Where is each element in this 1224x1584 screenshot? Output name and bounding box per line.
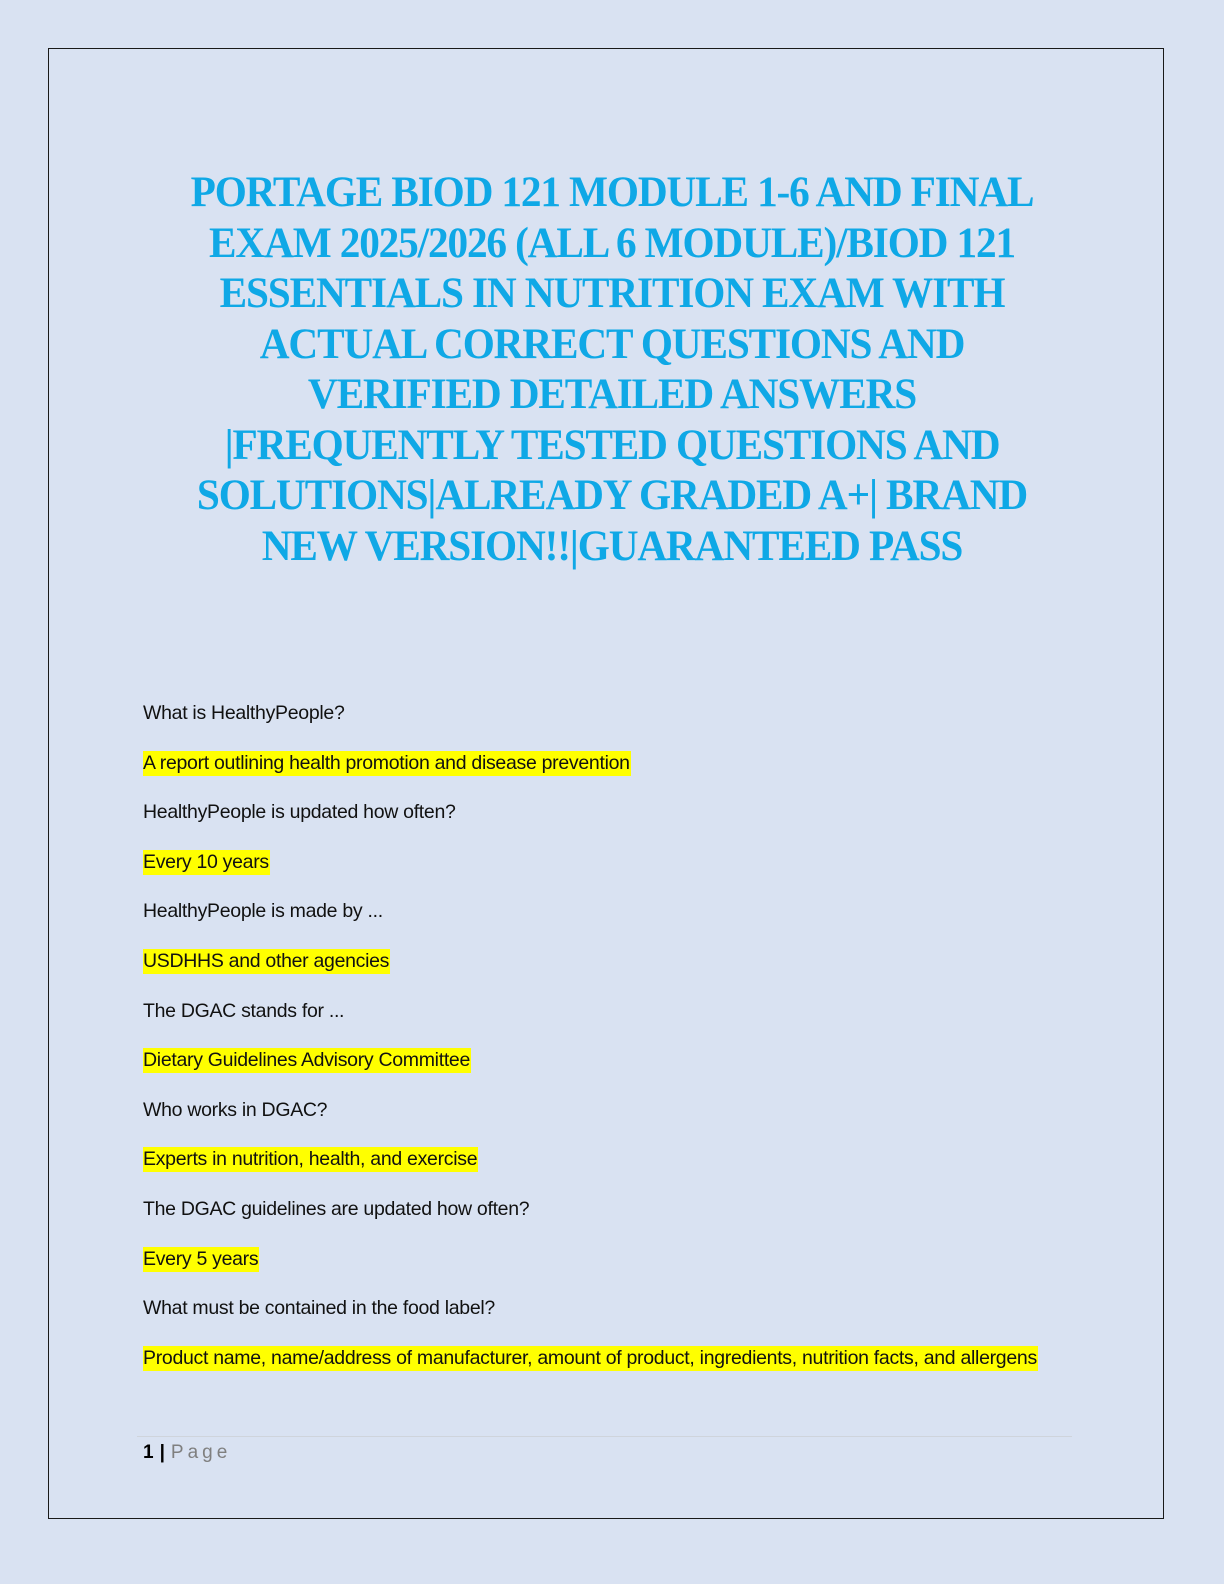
title-line: SOLUTIONS|ALREADY GRADED A+| BRAND	[196, 472, 1028, 519]
answer-highlight: Product name, name/address of manufacturer, amount of product, ingredients, nutrition facts, and allergens	[143, 1346, 1037, 1369]
question-text: Who works in DGAC?	[143, 1098, 328, 1121]
answer-highlight: Every 5 years	[143, 1247, 259, 1270]
title-line: NEW VERSION!!|GUARANTEED PASS	[261, 522, 963, 570]
page-footer	[143, 1440, 231, 1466]
document-title	[159, 168, 1065, 572]
answer	[143, 1146, 1073, 1196]
footer-divider	[137, 1436, 1072, 1437]
title-line: VERIFIED DETAILED ANSWERS	[307, 371, 917, 418]
question-text: The DGAC stands for ...	[143, 999, 345, 1022]
question-text: What must be contained in the food label?	[143, 1297, 495, 1320]
qa-list	[143, 700, 1073, 1375]
question	[143, 1295, 1073, 1345]
question-text: What is HealthyPeople?	[143, 702, 345, 724]
page-number: 1	[143, 1442, 154, 1463]
page-label: Page	[170, 1442, 232, 1463]
answer	[143, 750, 1073, 800]
answer-highlight: USDHHS and other agencies	[143, 949, 390, 972]
title-line: EXAM 2025/2026 (ALL 6 MODULE)/BIOD 121	[209, 219, 1015, 267]
question	[143, 1097, 1073, 1147]
answer-highlight: Dietary Guidelines Advisory Committee	[143, 1049, 471, 1072]
question	[143, 898, 1073, 948]
question	[143, 799, 1073, 849]
question-text: The DGAC guidelines are updated how often?	[143, 1197, 530, 1220]
footer-separator: |	[159, 1442, 165, 1463]
answer	[143, 849, 1073, 899]
answer-highlight: Experts in nutrition, health, and exercise	[143, 1148, 478, 1171]
question	[143, 1196, 1073, 1246]
answer	[143, 1047, 1073, 1097]
title-line: PORTAGE BIOD 121 MODULE 1-6 AND FINAL	[190, 169, 1034, 216]
answer	[143, 1341, 1073, 1375]
answer	[143, 1246, 1073, 1296]
question-text: HealthyPeople is updated how often?	[143, 801, 456, 824]
title-line: |FREQUENTLY TESTED QUESTIONS AND	[224, 421, 1000, 469]
answer-highlight: Every 10 years	[143, 850, 269, 873]
title-line: ACTUAL CORRECT QUESTIONS AND	[259, 320, 965, 368]
title-line: ESSENTIALS IN NUTRITION EXAM WITH	[219, 270, 1005, 317]
question-text: HealthyPeople is made by ...	[143, 900, 383, 923]
answer-highlight: A report outlining health promotion and disease prevention	[143, 751, 630, 774]
question	[143, 998, 1073, 1048]
question	[143, 700, 1073, 750]
answer	[143, 948, 1073, 998]
